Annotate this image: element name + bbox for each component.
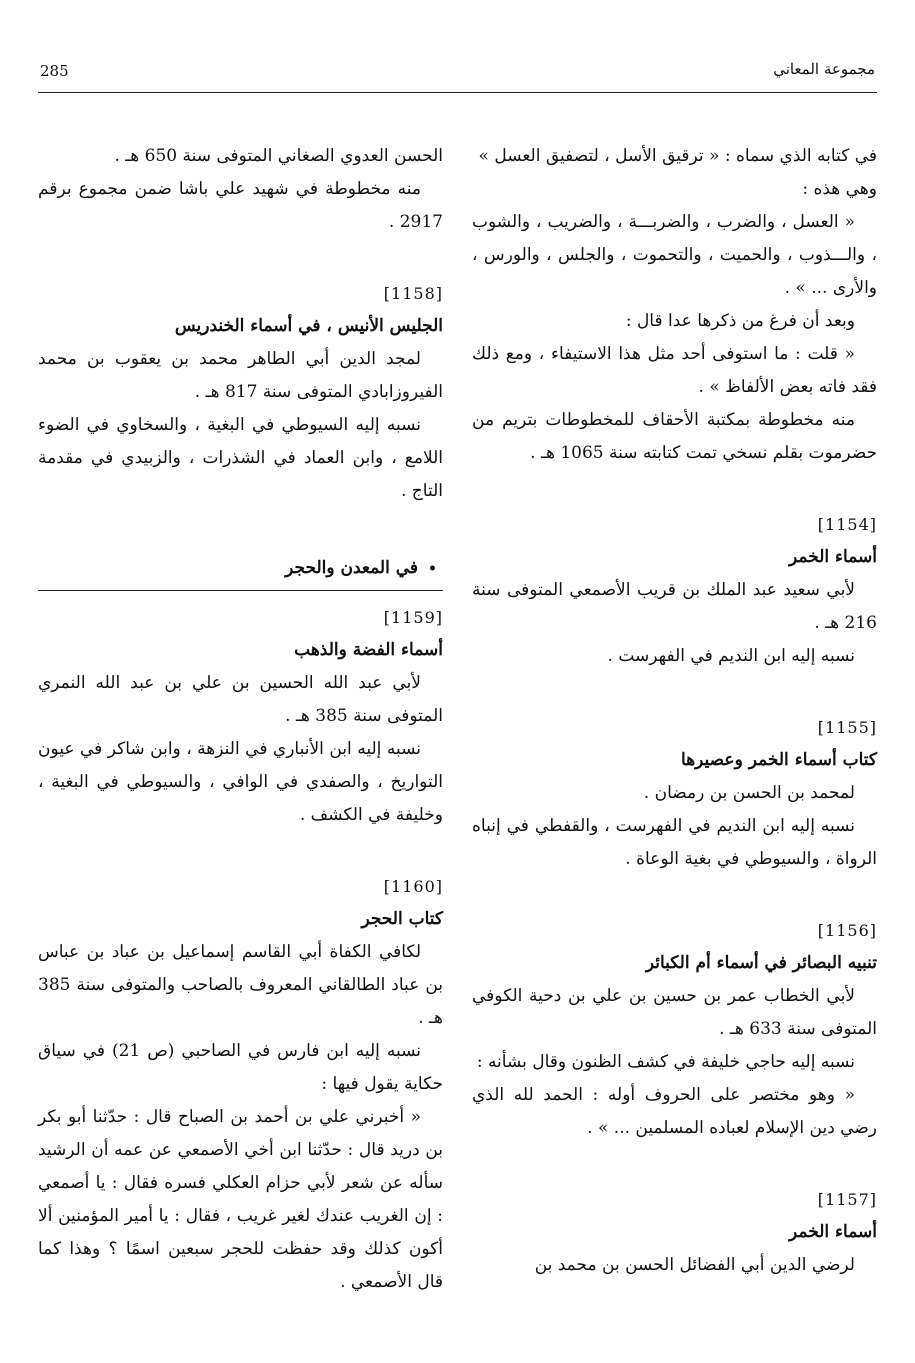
paragraph: الحسن العدوي الصغاني المتوفى سنة 650 هـ . (114, 146, 443, 166)
entry-title: الجليس الأنيس ، في أسماء الخندريس (174, 316, 443, 336)
entry-title: كتاب الحجر (361, 909, 443, 929)
entry-line: لأبي الخطاب عمر بن حسين بن علي بن دحية الكوفي المتوفى سنة 633 هـ . (472, 986, 877, 1039)
paragraph: منه مخطوطة في شهيد علي باشا ضمن مجموع برقم 2917 . (38, 179, 443, 232)
paragraph: وهي هذه : (802, 179, 877, 199)
section-title: في المعدن والحجر (285, 558, 419, 578)
entry-title: تنبيه البصائر في أسماء أم الكبائر (645, 953, 877, 973)
header-rule (38, 92, 877, 93)
entry-line: نسبه إليه حاجي خليفة في كشف الظنون وقال بشأنه : (476, 1052, 855, 1072)
right-column (472, 140, 877, 1282)
entry-number: [1155] (817, 718, 877, 737)
running-title: مجموعة المعاني (773, 60, 875, 78)
entry-line: لمجد الدين أبي الطاهر محمد بن يعقوب بن محمد الفيروزابادي المتوفى سنة 817 هـ . (38, 349, 443, 402)
entry-line: لكافي الكفاة أبي القاسم إسماعيل بن عباد بن عباس بن عباد الطالقاني المعروف بالصاحب والمتوفى سنة 385 هـ . (38, 942, 443, 1028)
entry-title: أسماء الخمر (789, 547, 877, 567)
bullet-icon: • (428, 561, 437, 577)
entry-line: نسبه إليه ابن النديم في الفهرست ، والقفطي في إنباه الرواة ، والسيوطي في بغية الوعاة . (472, 816, 877, 869)
paragraph: وبعد أن فرغ من ذكرها عدا قال : (625, 311, 855, 331)
entry-number: [1156] (817, 921, 877, 940)
paragraph: في كتابه الذي سماه : « ترقيق الأسل ، لتصفيق العسل » (478, 146, 877, 166)
entry-line: نسبه إليه ابن فارس في الصاحبي (ص 21) في سياق حكاية يقول فيها : (38, 1041, 443, 1094)
entry-number: [1157] (817, 1190, 877, 1209)
entry-title: أسماء الخمر (789, 1222, 877, 1242)
section-rule (38, 590, 443, 591)
entry-title: كتاب أسماء الخمر وعصيرها (681, 750, 877, 770)
entry-line: لمحمد بن الحسن بن رمضان . (643, 783, 855, 803)
entry-line: نسبه إليه السيوطي في البغية ، والسخاوي في الضوء اللامع ، وابن العماد في الشذرات ، والزبيدي في مقدمة التاج . (38, 415, 443, 501)
entry-number: [1159] (383, 608, 443, 627)
entry-line: لأبي عبد الله الحسين بن علي بن عبد الله النمري المتوفى سنة 385 هـ . (38, 673, 443, 726)
entry-line: لرضي الدين أبي الفضائل الحسن بن محمد بن (534, 1255, 855, 1275)
left-column (38, 140, 443, 1299)
entry-number: [1160] (383, 877, 443, 896)
quote: « قلت : ما استوفى أحد مثل هذا الاستيفاء ، ومع ذلك فقد فاته بعض الألفاظ » . (472, 344, 877, 397)
entry-number: [1154] (817, 515, 877, 534)
entry-title: أسماء الفضة والذهب (294, 640, 443, 660)
quote: « العسل ، والضرب ، والضربـــة ، والضريب ، والشوب ، والـــذوب ، والحميت ، والتحموت ، والجلس ، والورس ، والأرى ... » . (472, 212, 877, 298)
entry-number: [1158] (383, 284, 443, 303)
entry-line: نسبه إليه ابن الأنباري في النزهة ، وابن شاكر في عيون التواريخ ، والصفدي في الوافي ، والسيوطي في البغية ، وخليفة في الكشف . (38, 739, 443, 825)
quote: « وهو مختصر على الحروف أوله : الحمد لله الذي رضي دين الإسلام لعباده المسلمين ... » . (472, 1085, 877, 1138)
entry-line: لأبي سعيد عبد الملك بن قريب الأصمعي المتوفى سنة 216 هـ . (472, 580, 877, 633)
paragraph: منه مخطوطة بمكتبة الأحقاف للمخطوطات بتريم من حضرموت بقلم نسخي تمت كتابته سنة 1065 هـ . (472, 410, 877, 463)
page-number: 285 (40, 62, 69, 80)
section-heading (38, 552, 443, 586)
quote: « أخبرني علي بن أحمد بن الصباح قال : حدّثنا أبو بكر بن دريد قال : حدّثنا ابن أخي الأصمعي عن عمه أن الرشيد سأله عن شعر لأبي حزام العكلي فسره فقال : يا أصمعي : إن الغريب عندك لغير غريب ، فقال : يا أمير المؤمنين ألا أكون كذلك وقد حفظت للحجر سبعين اسمًا ؟ وهذا كما قال الأصمعي . (38, 1107, 443, 1292)
entry-line: نسبه إليه ابن النديم في الفهرست . (607, 646, 855, 666)
